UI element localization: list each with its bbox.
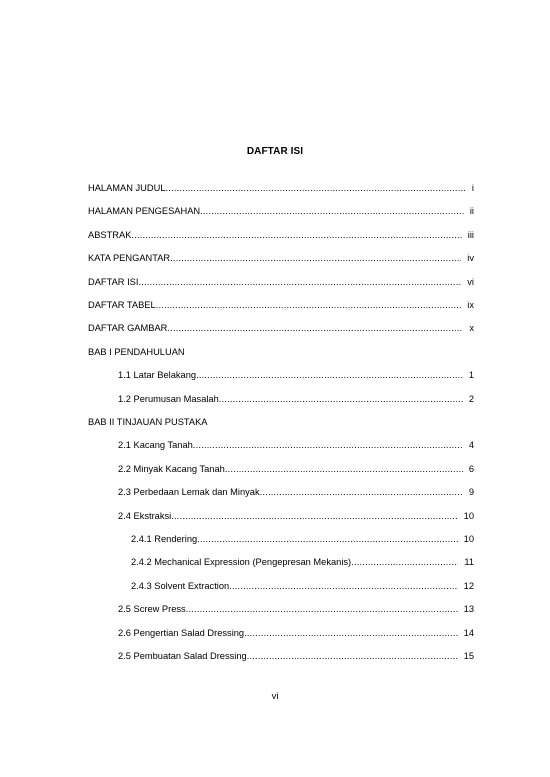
toc-entry: [131, 557, 474, 568]
toc-leader-dots: [138, 277, 461, 288]
toc-entry-page: vi: [467, 276, 474, 287]
toc-entry: [131, 534, 474, 545]
toc-entry-label: DAFTAR TABEL: [88, 300, 156, 310]
toc-entry: [131, 581, 474, 592]
toc-leader-dots: [166, 183, 466, 194]
toc-entry-page: 4: [468, 440, 474, 451]
page-number: vi: [271, 691, 279, 702]
toc-entry: [88, 183, 474, 194]
toc-entry-label: 2.4.3 Solvent Extraction: [131, 580, 230, 591]
toc-entry-page: ii: [469, 206, 474, 217]
toc-entry-page: ix: [467, 300, 474, 310]
toc-leader-dots: [131, 230, 461, 241]
page-title: DAFTAR ISI: [246, 146, 304, 157]
toc-entry-label: BAB II TINJAUAN PUSTAKA: [88, 417, 208, 427]
toc-entry-page: 9: [468, 487, 474, 498]
toc-entry-label: 1.2 Perumusan Masalah: [118, 393, 219, 404]
toc-entry-label: DAFTAR GAMBAR: [88, 323, 168, 334]
toc-entry-label: 2.2 Minyak Kacang Tanah: [118, 463, 225, 474]
toc-leader-dots: [186, 604, 458, 615]
toc-entry-label: ABSTRAK: [88, 229, 132, 240]
toc-leader-dots: [351, 557, 458, 568]
toc-entry-page: 13: [463, 604, 474, 615]
toc-entry-page: 14: [463, 627, 474, 638]
toc-leader-dots: [247, 651, 458, 662]
toc-entry-label: 2.1 Kacang Tanah: [118, 440, 193, 451]
toc-entry-label: 2.4.1 Rendering: [131, 534, 198, 544]
toc-entry-label: DAFTAR ISI: [88, 276, 139, 287]
toc-entry-label: 2.3 Perbedaan Lemak dan Minyak: [118, 487, 260, 498]
toc-leader-dots: [171, 511, 457, 522]
toc-entry-label: HALAMAN PENGESAHAN: [88, 206, 201, 217]
toc-entry: [88, 277, 474, 288]
toc-entry-label: 2.6 Pengertian Salad Dressing: [118, 627, 245, 638]
toc-entry: [118, 628, 474, 639]
toc-leader-dots: [260, 487, 463, 498]
toc-entry: [88, 253, 474, 264]
toc-entry-page: 12: [463, 580, 474, 591]
toc-entry-label: HALAMAN JUDUL: [88, 183, 166, 193]
toc-entry-page: 10: [463, 510, 474, 521]
toc-entry-page: 10: [463, 534, 474, 544]
toc-entry: [118, 511, 474, 522]
toc-leader-dots: [170, 253, 461, 264]
toc-entry-page: 11: [464, 557, 474, 568]
toc-entry-page: x: [469, 323, 474, 334]
toc-chapter-heading: [88, 347, 474, 358]
toc-entry: [118, 394, 474, 405]
toc-entry: [118, 651, 474, 662]
toc-leader-dots: [225, 464, 463, 475]
toc-leader-dots: [196, 370, 463, 381]
toc-entry: [88, 323, 474, 334]
toc-entry: [118, 487, 474, 498]
toc-entry-label: 2.4 Ekstraksi: [118, 510, 172, 521]
toc-entry-label: 2.4.2 Mechanical Expression (Pengepresan Mekanis): [131, 557, 352, 568]
toc-entry-page: 2: [468, 393, 474, 404]
toc-entry: [118, 464, 474, 475]
toc-entry-label: 1.1 Latar Belakang: [118, 370, 197, 381]
toc-leader-dots: [197, 534, 457, 545]
toc-entry-page: iv: [467, 253, 474, 264]
toc-entry-label: BAB I PENDAHULUAN: [88, 346, 185, 357]
toc-entry-page: iii: [467, 229, 474, 240]
toc-entry: [118, 370, 474, 381]
toc-entry-label: 2.5 Screw Press: [118, 604, 186, 615]
toc-entry: [118, 604, 474, 615]
toc-leader-dots: [167, 323, 463, 334]
toc-entry: [118, 440, 474, 451]
toc-chapter-heading: [88, 417, 474, 428]
toc-leader-dots: [200, 206, 464, 217]
toc-entry-page: 15: [463, 651, 474, 661]
toc-entry-label: 2.5 Pembuatan Salad Dressing: [118, 651, 247, 661]
toc-leader-dots: [244, 628, 458, 639]
toc-entry: [88, 206, 474, 217]
toc-leader-dots: [156, 300, 462, 311]
toc-leader-dots: [229, 581, 457, 592]
toc-entry: [88, 300, 474, 311]
toc-entry-page: 1: [468, 370, 474, 381]
toc-entry-page: i: [471, 183, 474, 193]
toc-leader-dots: [219, 394, 463, 405]
toc-entry: [88, 230, 474, 241]
toc-entry-page: 6: [468, 463, 474, 474]
toc-leader-dots: [193, 440, 463, 451]
toc-entry-label: KATA PENGANTAR: [88, 253, 171, 264]
